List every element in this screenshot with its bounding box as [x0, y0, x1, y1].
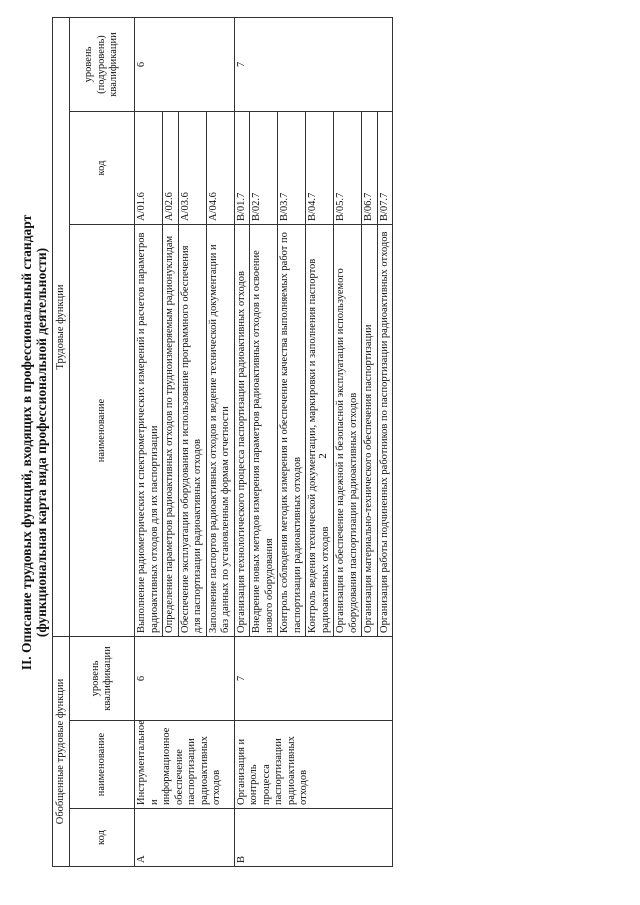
- group-level: 6: [135, 637, 235, 721]
- function-code: B/07.7: [377, 112, 393, 225]
- header-function-code: код: [70, 112, 135, 225]
- page-number: 2: [317, 453, 329, 459]
- function-code: B/04.7: [306, 112, 334, 225]
- header-qual-level: уровень квалификации: [70, 637, 135, 721]
- group-name: Инструментальное и информационное обеспечение паспортизации радиоактивных отходов: [135, 721, 235, 809]
- function-name: Определение параметров радиоактивных отходов по трудноизмеряемым радионуклидам: [163, 225, 179, 637]
- function-code: B/06.7: [362, 112, 378, 225]
- function-name: Контроль ведения технической документации, маркировки и заполнения паспортов радиоактивных отходов: [306, 225, 334, 637]
- function-level: 6: [135, 17, 235, 111]
- function-name: Выполнение радиометрических и спектрометрических измерений и расчетов параметров радиоактивных отходов для их паспортизации: [135, 225, 163, 637]
- function-code: A/02.6: [163, 112, 179, 225]
- section-title: II. Описание трудовых функций, входящих в профессиональный стандарт: [19, 214, 34, 671]
- header-labor: Трудовые функции: [53, 17, 70, 636]
- function-code: B/05.7: [334, 112, 362, 225]
- function-code: B/01.7: [234, 112, 250, 225]
- rotated-page: [12, 18, 578, 867]
- table-row: [234, 17, 250, 866]
- group-level: 7: [234, 637, 393, 721]
- function-code: A/03.6: [178, 112, 206, 225]
- function-name: Внедрение новых методов измерения параметров радиоактивных отходов и освоение нового оборудования: [250, 225, 278, 637]
- header-name: наименование: [70, 721, 135, 809]
- table-row: [135, 17, 163, 866]
- function-name: Организация работы подчиненных работников по паспортизации радиоактивных отходов: [377, 225, 393, 637]
- header-function-name: наименование: [70, 225, 135, 637]
- section-subtitle: (функциональная карта вида профессиональной деятельности): [34, 247, 49, 638]
- header-sub-level: уровень (подуровень) квалификации: [70, 17, 135, 111]
- functional-map-table: [52, 17, 393, 867]
- function-code: A/01.6: [135, 112, 163, 225]
- header-generalized: Обобщенные трудовые функции: [53, 637, 70, 867]
- function-name: Обеспечение эксплуатации оборудования и использование программного обеспечения для паспортизации радиоактивных отходов: [178, 225, 206, 637]
- function-code: A/04.6: [206, 112, 234, 225]
- function-name: Заполнение паспортов радиоактивных отходов и ведение технической документации и баз данных по установленным формам отчетности: [206, 225, 234, 637]
- header-code: код: [70, 809, 135, 867]
- function-name: Организация и обеспечение надежной и безопасной эксплуатации используемого оборудования паспортизации радиоактивных отходов: [334, 225, 362, 637]
- function-code: B/03.7: [278, 112, 306, 225]
- function-level: 7: [234, 17, 393, 111]
- function-name: Организация технологического процесса паспортизации радиоактивных отходов: [234, 225, 250, 637]
- function-name: Организация материально-технического обеспечения паспортизации: [362, 225, 378, 637]
- function-name: Контроль соблюдения методик измерения и обеспечение качества выполняемых работ по паспортизации радиоактивных отходов: [278, 225, 306, 637]
- function-code: B/02.7: [250, 112, 278, 225]
- group-code: B: [234, 809, 393, 867]
- group-name: Организация и контроль процесса паспортизации радиоактивных отходов: [234, 721, 393, 809]
- group-code: A: [135, 809, 235, 867]
